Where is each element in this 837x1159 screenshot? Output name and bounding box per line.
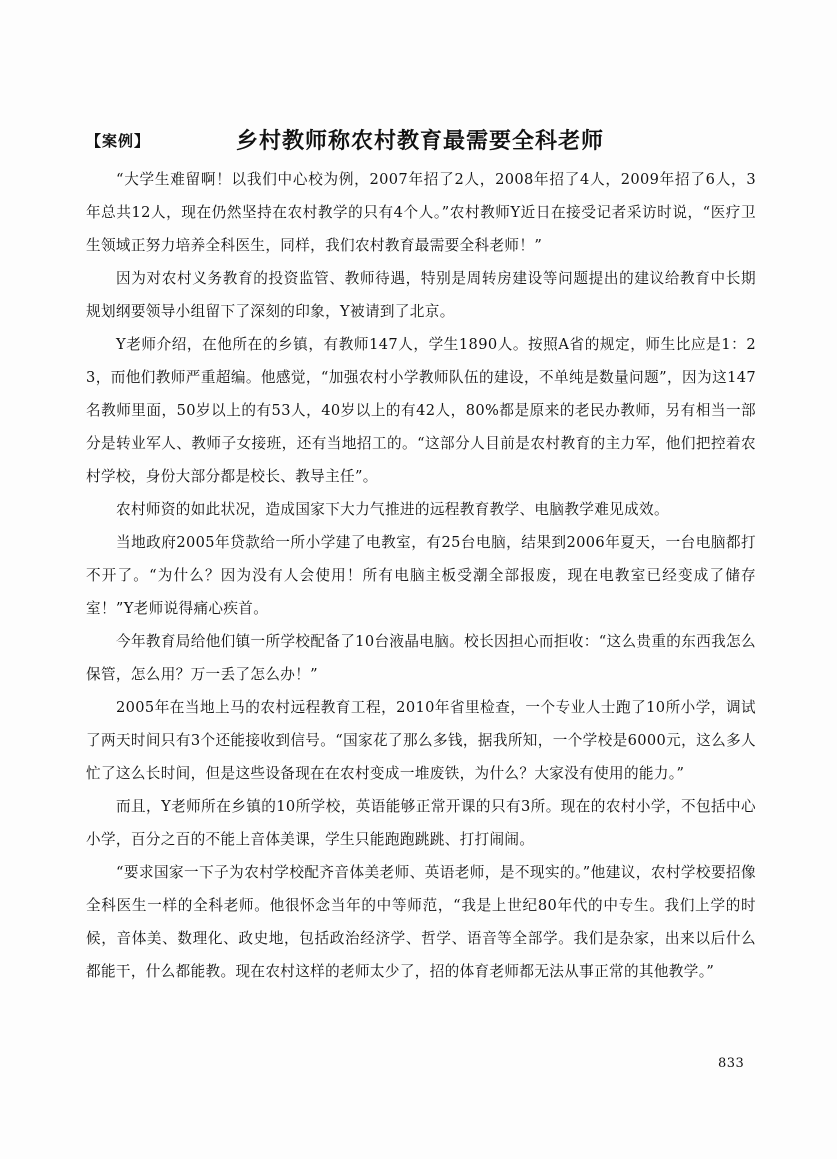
paragraph-4: 农村师资的如此状况，造成国家下大力气推进的远程教育教学、电脑教学难见成效。	[116, 501, 669, 518]
page-number: 833	[718, 1056, 745, 1071]
article-body	[86, 163, 756, 988]
paragraph-3: Y老师介绍，在他所在的乡镇，有教师147人，学生1890人。按照A省的规定，师生比应是1：23，而他们教师严重超编。他感觉，“加强农村小学教师队伍的建设，不单纯是数量问题”，因为这147名教师里面，50岁以上的有53人，40岁以上的有42人，80%都是原来的老民办教师，另有相当一部分是转业军人、教师子女接班，还有当地招工的。“这部分人目前是农村教育的主力军，他们把控着农村学校，身份大部分都是校长、教导主任”。	[86, 336, 756, 485]
paragraph-8: 而且，Y老师所在乡镇的10所学校，英语能够正常开课的只有3所。现在的农村小学，不包括中心小学，百分之百的不能上音体美课，学生只能跑跑跳跳、打打闹闹。	[86, 798, 756, 848]
paragraph-6: 今年教育局给他们镇一所学校配备了10台液晶电脑。校长因担心而拒收：“这么贵重的东西我怎么保管，怎么用？万一丢了怎么办！”	[86, 633, 756, 683]
article-title: 乡村教师称农村教育最需要全科老师	[236, 129, 605, 154]
paragraph-9: “要求国家一下子为农村学校配齐音体美老师、英语老师，是不现实的。”他建议，农村学校要招像全科医生一样的全科老师。他很怀念当年的中等师范，“我是上世纪80年代的中专生。我们上学的时候，音体美、数理化、政史地，包括政治经济学、哲学、语音等全部学。我们是杂家，出来以后什么都能干，什么都能教。现在农村这样的老师太少了，招的体育老师都无法从事正常的其他教学。”	[86, 864, 756, 980]
paragraph-5: 当地政府2005年贷款给一所小学建了电教室，有25台电脑，结果到2006年夏天，一台电脑都打不开了。“为什么？因为没有人会使用！所有电脑主板受潮全部报废，现在电教室已经变成了储存室！”Y老师说得痛心疾首。	[86, 534, 756, 617]
case-header	[86, 124, 766, 160]
case-tag: 【案例】	[86, 132, 151, 150]
paragraph-1: “大学生难留啊！以我们中心校为例，2007年招了2人，2008年招了4人，2009年招了6人，3年总共12人，现在仍然坚持在农村教学的只有4个人。”农村教师Y近日在接受记者采访时说，“医疗卫生领域正努力培养全科医生，同样，我们农村教育最需要全科老师！”	[86, 171, 756, 254]
paragraph-2: 因为对农村义务教育的投资监管、教师待遇，特别是周转房建设等问题提出的建议给教育中长期规划纲要领导小组留下了深刻的印象，Y被请到了北京。	[86, 270, 756, 320]
paragraph-7: 2005年在当地上马的农村远程教育工程，2010年省里检查，一个专业人士跑了10所小学，调试了两天时间只有3个还能接收到信号。“国家花了那么多钱，据我所知，一个学校是6000元，这么多人忙了这么长时间，但是这些设备现在在农村变成一堆废铁，为什么？大家没有使用的能力。”	[86, 699, 756, 782]
